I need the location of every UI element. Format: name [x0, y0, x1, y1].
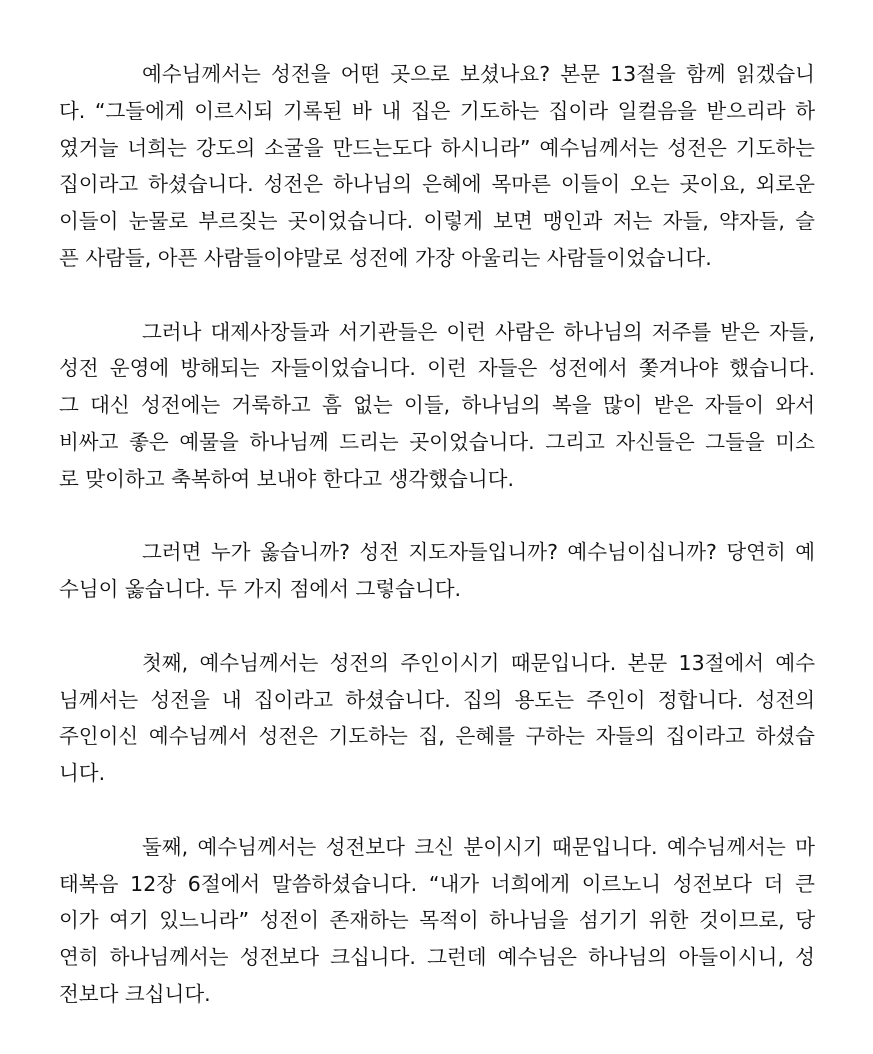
text-line: 집이라고 하셨습니다. 성전은 하나님의 은혜에 목마른 이들이 오는 곳이요, 외로운 — [59, 172, 815, 197]
paragraph-1 — [59, 56, 815, 277]
text-line: 니다. — [59, 761, 106, 786]
text-line: 픈 사람들, 아픈 사람들이야말로 성전에 가장 아울리는 사람들이었습니다. — [59, 245, 712, 270]
text-line: 그러나 대제사장들과 서기관들은 이런 사람은 하나님의 저주를 받은 자들, — [142, 319, 815, 344]
paragraph-4 — [59, 645, 815, 792]
text-line: 첫째, 예수님께서는 성전의 주인이시기 때문입니다. 본문 13절에서 예수 — [142, 650, 815, 675]
text-line: 이가 여기 있느니라” 성전이 존재하는 목적이 하나님을 섬기기 위한 것이므로, 당 — [59, 908, 815, 933]
text-line: 로 맞이하고 축복하여 보내야 한다고 생각했습니다. — [59, 466, 514, 491]
text-line: 예수님께서는 성전을 어떤 곳으로 보셨나요? 본문 13절을 함께 읽겠습니 — [142, 62, 815, 86]
paragraph-5 — [59, 829, 815, 1013]
text-line: 주인이신 예수님께서 성전은 기도하는 집, 은혜를 구하는 자들의 집이라고 하셨습 — [59, 724, 815, 749]
text-line: 비싸고 좋은 예물을 하나님께 드리는 곳이었습니다. 그리고 자신들은 그들을 미소 — [59, 429, 815, 454]
text-line: 수님이 옳습니다. 두 가지 점에서 그렇습니다. — [59, 577, 462, 602]
paragraph-3 — [59, 534, 815, 608]
text-line: 님께서는 성전을 내 집이라고 하셨습니다. 집의 용도는 주인이 정합니다. 성전의 — [59, 687, 815, 712]
text-line: 성전 운영에 방해되는 자들이었습니다. 이런 자들은 성전에서 쫓겨나야 했습니다. — [59, 356, 815, 381]
text-line: 다. “그들에게 이르시되 기록된 바 내 집은 기도하는 집이라 일컬음을 받으리라 하 — [59, 98, 815, 123]
text-line: 태복음 12장 6절에서 말씀하셨습니다. “내가 너희에게 이르노니 성전보다 더 큰 — [59, 871, 815, 896]
document-body — [59, 56, 815, 1050]
text-line: 이들이 눈물로 부르짖는 곳이었습니다. 이렇게 보면 맹인과 저는 자들, 약자들, 슬 — [59, 209, 815, 234]
text-line: 둘째, 예수님께서는 성전보다 크신 분이시기 때문입니다. 예수님께서는 마 — [142, 834, 815, 859]
text-line: 전보다 크십니다. — [59, 981, 211, 1006]
text-line: 그러면 누가 옳습니까? 성전 지도자들입니까? 예수님이십니까? 당연히 예 — [142, 540, 815, 565]
text-line: 그 대신 성전에는 거룩하고 흠 없는 이들, 하나님의 복을 많이 받은 자들이 와서 — [59, 393, 815, 418]
paragraph-2 — [59, 314, 815, 498]
text-line: 연히 하나님께서는 성전보다 크십니다. 그런데 예수님은 하나님의 아들이시니, 성 — [59, 945, 815, 970]
text-line: 였거늘 너희는 강도의 소굴을 만드는도다 하시니라” 예수님께서는 성전은 기도하는 — [59, 135, 815, 160]
